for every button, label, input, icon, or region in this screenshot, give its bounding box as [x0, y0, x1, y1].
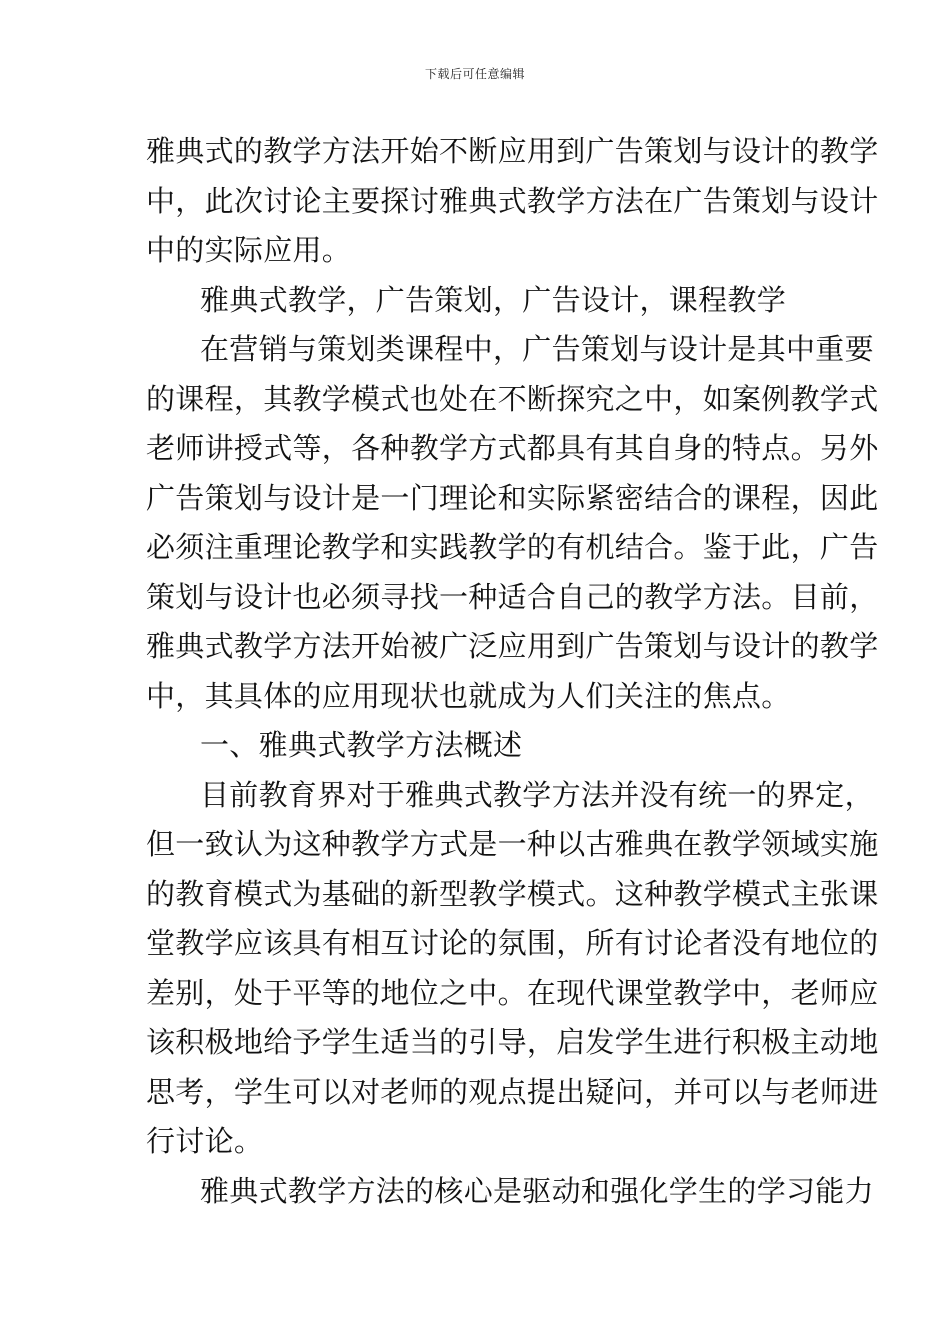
text-line: 雅典式的教学方法开始不断应用到广告策划与设计的教学 [146, 134, 879, 168]
text-line: 雅典式教学方法开始被广泛应用到广告策划与设计的教学 [146, 629, 879, 663]
text-line: 中的实际应用。 [146, 233, 352, 267]
section-heading: 一、雅典式教学方法概述 [200, 728, 523, 762]
text-line: 行讨论。 [146, 1124, 264, 1158]
text-line: 必须注重理论教学和实践教学的有机结合。鉴于此，广告 [146, 530, 879, 564]
text-line: 思考，学生可以对老师的观点提出疑问，并可以与老师进 [146, 1074, 879, 1109]
text-line: 策划与设计也必须寻找一种适合自己的教学方法。目前， [146, 579, 879, 614]
body-text [146, 131, 879, 1220]
text-line: 中，其具体的应用现状也就成为人们关注的焦点。 [146, 678, 791, 713]
text-line: 堂教学应该具有相互讨论的氛围，所有讨论者没有地位的 [146, 926, 879, 960]
page-header: 下载后可任意编辑 [424, 67, 525, 81]
text-line: 老师讲授式等，各种教学方式都具有其自身的特点。另外 [146, 431, 879, 465]
paragraph-start: 雅典式教学方法的核心是驱动和强化学生的学习能力 [200, 1173, 874, 1208]
text-line: 广告策划与设计是一门理论和实际紧密结合的课程，因此 [146, 480, 879, 515]
text-line: 的课程，其教学模式也处在不断探究之中，如案例教学式 [146, 381, 879, 416]
text-line: 但一致认为这种教学方式是一种以古雅典在教学领域实施 [146, 827, 879, 861]
text-line: 差别，处于平等的地位之中。在现代课堂教学中，老师应 [146, 975, 879, 1010]
paragraph-start: 在营销与策划类课程中，广告策划与设计是其中重要 [200, 332, 874, 366]
paragraph-start: 目前教育界对于雅典式教学方法并没有统一的界定， [200, 777, 874, 812]
text-line: 中，此次讨论主要探讨雅典式教学方法在广告策划与设计 [146, 183, 879, 218]
text-line: 的教育模式为基础的新型教学模式。这种教学模式主张课 [146, 876, 879, 911]
text-line: 该积极地给予学生适当的引导，启发学生进行积极主动地 [146, 1025, 879, 1059]
keywords-line: 雅典式教学，广告策划，广告设计，课程教学 [200, 282, 787, 317]
